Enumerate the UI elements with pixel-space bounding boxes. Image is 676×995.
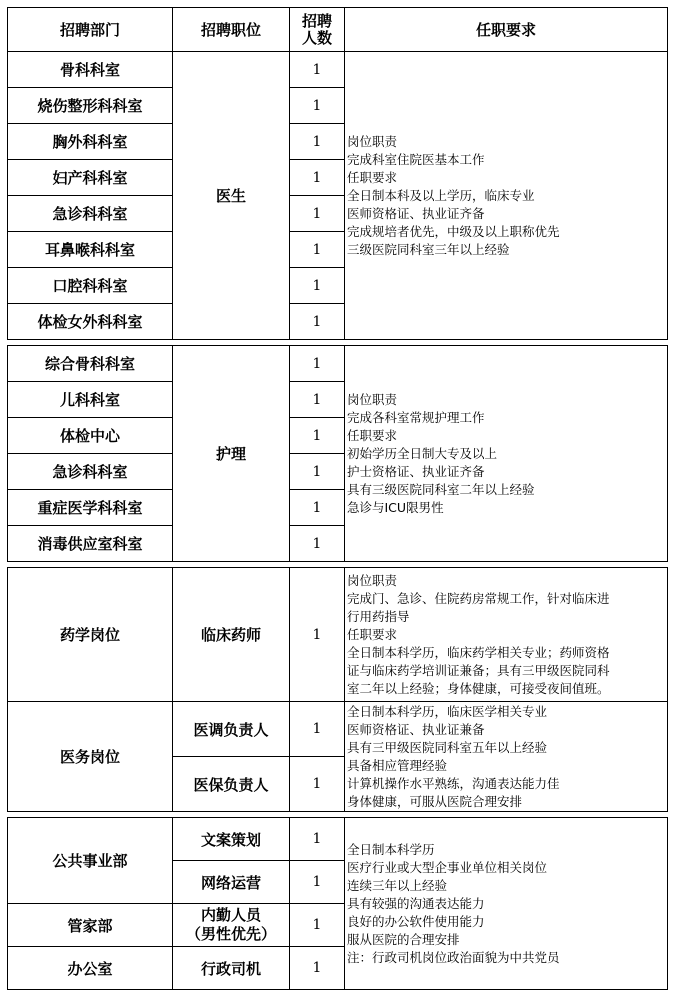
count-cell: 1	[290, 526, 345, 562]
requirement-line: 计算机操作水平熟练，沟通表达能力佳	[347, 775, 560, 791]
requirement-line: 全日制本科学历，临床医学相关专业	[347, 703, 548, 719]
doctor-recruitment-table	[7, 7, 668, 340]
department-cell-office: 办公室	[8, 947, 173, 990]
requirement-line: 服从医院的合理安排	[347, 931, 460, 947]
count-cell: 1	[290, 454, 345, 490]
table-row	[8, 568, 668, 702]
department-cell: 儿科科室	[8, 382, 173, 418]
requirement-line: 证与临床药学培训证兼备；具有三甲级医院同科	[347, 662, 610, 678]
requirement-line: 完成科室住院医基本工作	[347, 151, 485, 167]
requirement-line: 医疗行业或大型企事业单位相关岗位	[347, 859, 548, 875]
position-cell-clerk	[173, 904, 290, 947]
department-cell: 胸外科科室	[8, 124, 173, 160]
table-row	[8, 818, 668, 861]
department-cell: 烧伤整形科科室	[8, 88, 173, 124]
department-cell: 消毒供应室科室	[8, 526, 173, 562]
requirement-line: 岗位职责	[347, 391, 398, 407]
requirement-line: 具有三甲级医院同科室五年以上经验	[347, 739, 548, 755]
count-cell: 1	[290, 196, 345, 232]
count-cell: 1	[290, 382, 345, 418]
requirement-line: 良好的办公软件使用能力	[347, 913, 485, 929]
position-cell-pharmacist: 临床药师	[173, 568, 290, 702]
admin-recruitment-table	[7, 817, 668, 990]
department-cell-public-affairs: 公共事业部	[8, 818, 173, 904]
department-cell: 口腔科科室	[8, 268, 173, 304]
requirement-line: 岗位职责	[347, 572, 398, 588]
requirement-line: 具有三级医院同科室二年以上经验	[347, 481, 535, 497]
requirements-cell-doctor	[345, 52, 668, 340]
header-position: 招聘职位	[173, 8, 290, 52]
requirement-line: 初始学历全日制大专及以上	[347, 445, 498, 461]
requirement-line: 连续三年以上经验	[347, 877, 448, 893]
department-cell: 急诊科科室	[8, 454, 173, 490]
count-cell: 1	[290, 124, 345, 160]
count-cell: 1	[290, 757, 345, 812]
pharmacy-medical-table	[7, 567, 668, 812]
count-cell: 1	[290, 702, 345, 757]
position-cell: 医保负责人	[173, 757, 290, 812]
requirement-line: 急诊与ICU限男性	[347, 499, 444, 515]
requirement-line: 医师资格证、执业证齐备	[347, 205, 485, 221]
count-cell: 1	[290, 947, 345, 990]
count-cell: 1	[290, 232, 345, 268]
count-cell: 1	[290, 268, 345, 304]
requirement-line: 全日制本科及以上学历，临床专业	[347, 187, 535, 203]
header-count-line1: 招聘	[301, 11, 332, 30]
department-cell-housekeeping: 管家部	[8, 904, 173, 947]
position-cell: 文案策划	[173, 818, 290, 861]
count-cell: 1	[290, 160, 345, 196]
requirement-line: 行用药指导	[347, 608, 410, 624]
requirement-line: 完成规培者优先，中级及以上职称优先	[347, 223, 560, 239]
requirement-line: 身体健康，可服从医院合理安排	[347, 793, 523, 809]
nursing-recruitment-table	[7, 345, 668, 562]
header-count-line2: 人数	[301, 28, 332, 47]
requirement-line: 岗位职责	[347, 133, 398, 149]
position-line2: （男性优先）	[185, 925, 276, 943]
department-cell: 耳鼻喉科科室	[8, 232, 173, 268]
count-cell: 1	[290, 346, 345, 382]
count-cell: 1	[290, 490, 345, 526]
count-cell: 1	[290, 304, 345, 340]
requirement-line: 任职要求	[347, 169, 398, 185]
requirement-line: 任职要求	[347, 427, 398, 443]
count-cell: 1	[290, 818, 345, 861]
requirement-line: 完成门、急诊、住院药房常规工作，针对临床进	[347, 590, 610, 606]
requirement-line: 具备相应管理经验	[347, 757, 448, 773]
count-cell: 1	[290, 568, 345, 702]
requirements-cell-pharmacy	[345, 568, 668, 702]
header-count	[290, 8, 345, 52]
requirement-line: 室二年以上经验；身体健康，可接受夜间值班。	[347, 680, 610, 696]
count-cell: 1	[290, 861, 345, 904]
position-cell: 医调负责人	[173, 702, 290, 757]
department-cell: 重症医学科科室	[8, 490, 173, 526]
department-cell: 急诊科科室	[8, 196, 173, 232]
department-cell: 妇产科科室	[8, 160, 173, 196]
header-requirements: 任职要求	[345, 8, 668, 52]
count-cell: 1	[290, 88, 345, 124]
requirement-line: 完成各科室常规护理工作	[347, 409, 485, 425]
header-department: 招聘部门	[8, 8, 173, 52]
requirement-line: 全日制本科学历	[347, 841, 435, 857]
table-row	[8, 702, 668, 757]
count-cell: 1	[290, 904, 345, 947]
position-line1: 内勤人员	[200, 906, 261, 924]
requirements-cell-nursing	[345, 346, 668, 562]
department-cell: 体检中心	[8, 418, 173, 454]
count-cell: 1	[290, 418, 345, 454]
department-cell: 骨科科室	[8, 52, 173, 88]
position-cell-driver: 行政司机	[173, 947, 290, 990]
table-row	[8, 52, 668, 88]
requirement-line: 护士资格证、执业证齐备	[347, 463, 485, 479]
requirement-line: 任职要求	[347, 626, 398, 642]
requirements-cell-medical	[345, 702, 668, 812]
requirement-line: 注：行政司机岗位政治面貌为中共党员	[347, 949, 560, 965]
requirement-line: 三级医院同科室三年以上经验	[347, 241, 510, 257]
department-cell-pharmacy: 药学岗位	[8, 568, 173, 702]
requirement-line: 医师资格证、执业证兼备	[347, 721, 485, 737]
position-cell: 网络运营	[173, 861, 290, 904]
requirement-line: 具有较强的沟通表达能力	[347, 895, 485, 911]
requirements-cell-admin	[345, 818, 668, 990]
department-cell-medical: 医务岗位	[8, 702, 173, 812]
department-cell: 综合骨科科室	[8, 346, 173, 382]
position-cell-doctor: 医生	[173, 52, 290, 340]
count-cell: 1	[290, 52, 345, 88]
department-cell: 体检女外科科室	[8, 304, 173, 340]
table-row	[8, 346, 668, 382]
header-row	[8, 8, 668, 52]
position-cell-nursing: 护理	[173, 346, 290, 562]
requirement-line: 全日制本科学历，临床药学相关专业；药师资格	[347, 644, 610, 660]
